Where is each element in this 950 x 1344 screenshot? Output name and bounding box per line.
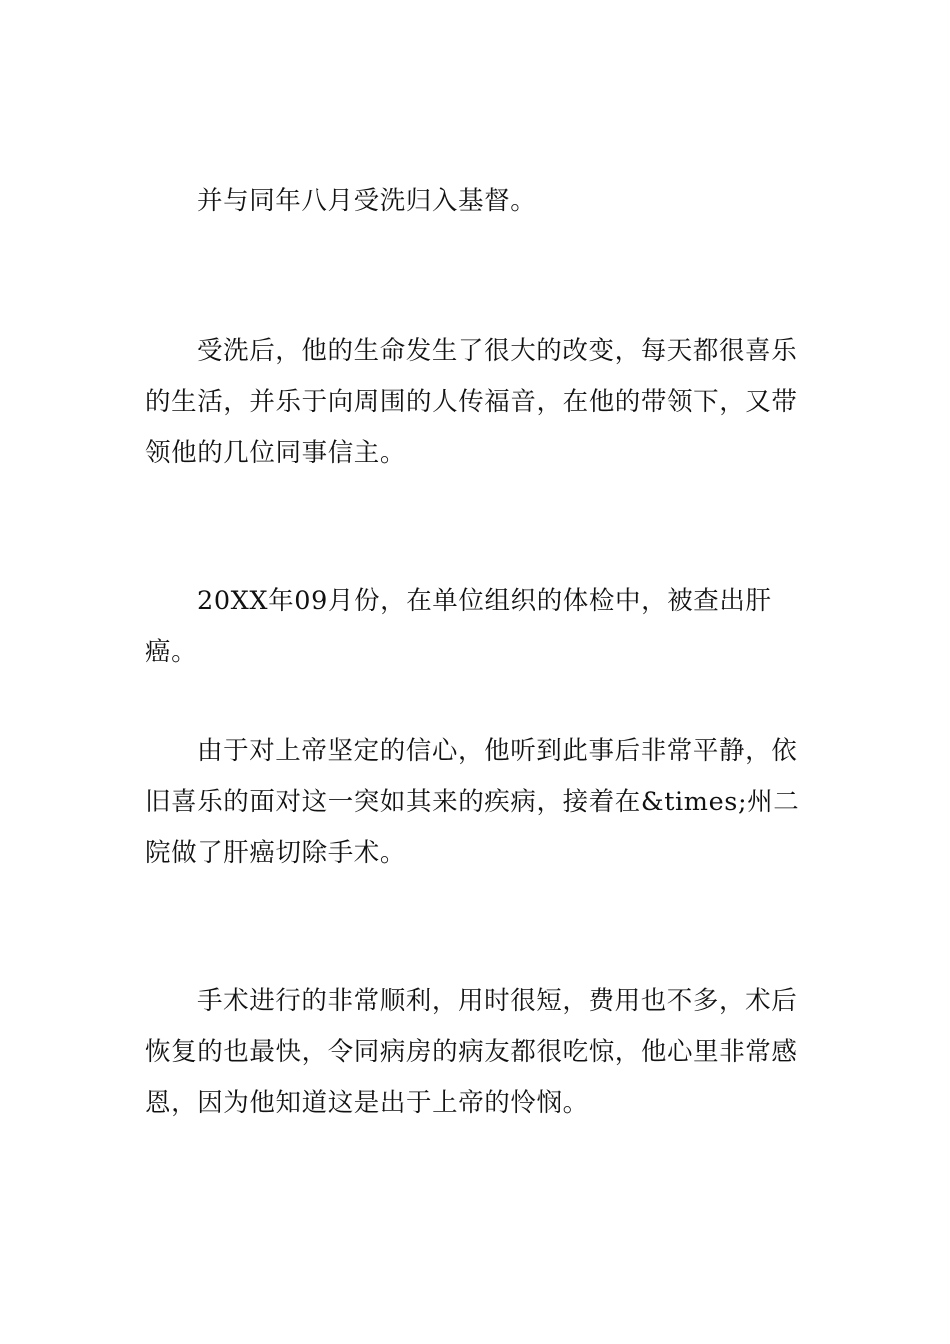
paragraph-surgery: 由于对上帝坚定的信心，他听到此事后非常平静，依旧喜乐的面对这一突如其来的疾病，接着在&times;州二院做了肝癌切除手术。 bbox=[145, 736, 800, 868]
paragraph-recovery: 手术进行的非常顺利，用时很短，费用也不多，术后恢复的也最快，令同病房的病友都很吃惊，他心里非常感恩，因为他知道这是出于上帝的怜悯。 bbox=[145, 986, 798, 1118]
paragraph-life-change: 受洗后，他的生命发生了很大的改变，每天都很喜乐的生活，并乐于向周围的人传福音，在他的带领下，又带领他的几位同事信主。 bbox=[145, 336, 798, 468]
paragraph-baptism: 并与同年八月受洗归入基督。 bbox=[197, 186, 537, 216]
paragraph-diagnosis: 20XX年09月份，在单位组织的体检中，被查出肝癌。 bbox=[145, 586, 772, 667]
